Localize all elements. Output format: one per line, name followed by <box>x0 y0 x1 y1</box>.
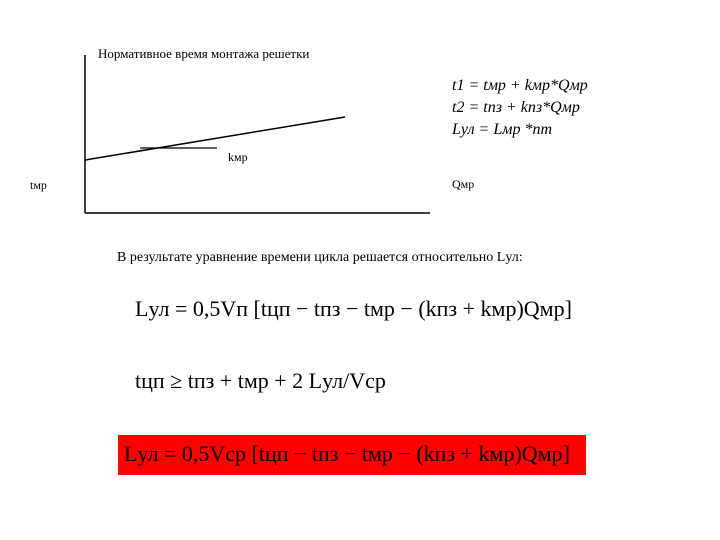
x-axis-label: Qмр <box>452 177 475 191</box>
equation-tcp-inequality: tцп ≥ tпз + tмр + 2 Lул/Vср <box>135 368 386 393</box>
slope-label: kмр <box>228 150 248 164</box>
formula-t2: t2 = tпз + kпз*Qмр <box>452 99 580 116</box>
y-intercept-label: tмр <box>30 178 47 192</box>
equation-lul-vsr: Lул = 0,5Vср [tцп − tпз − tмр − (kпз + kмр)Qмр] <box>124 441 570 466</box>
equation-lul-vp: Lул = 0,5Vп [tцп − tпз − tмр − (kпз + kмр)Qмр] <box>135 296 572 321</box>
graph-y-caption: Нормативное время монтажа решетки <box>98 46 310 61</box>
time-line <box>85 117 345 160</box>
result-text: В результате уравнение времени цикла решается относительно Lул: <box>117 250 523 265</box>
formula-t1: t1 = tмр + kмр*Qмр <box>452 77 588 94</box>
formula-lul: Lул = Lмр *nт <box>452 121 553 138</box>
